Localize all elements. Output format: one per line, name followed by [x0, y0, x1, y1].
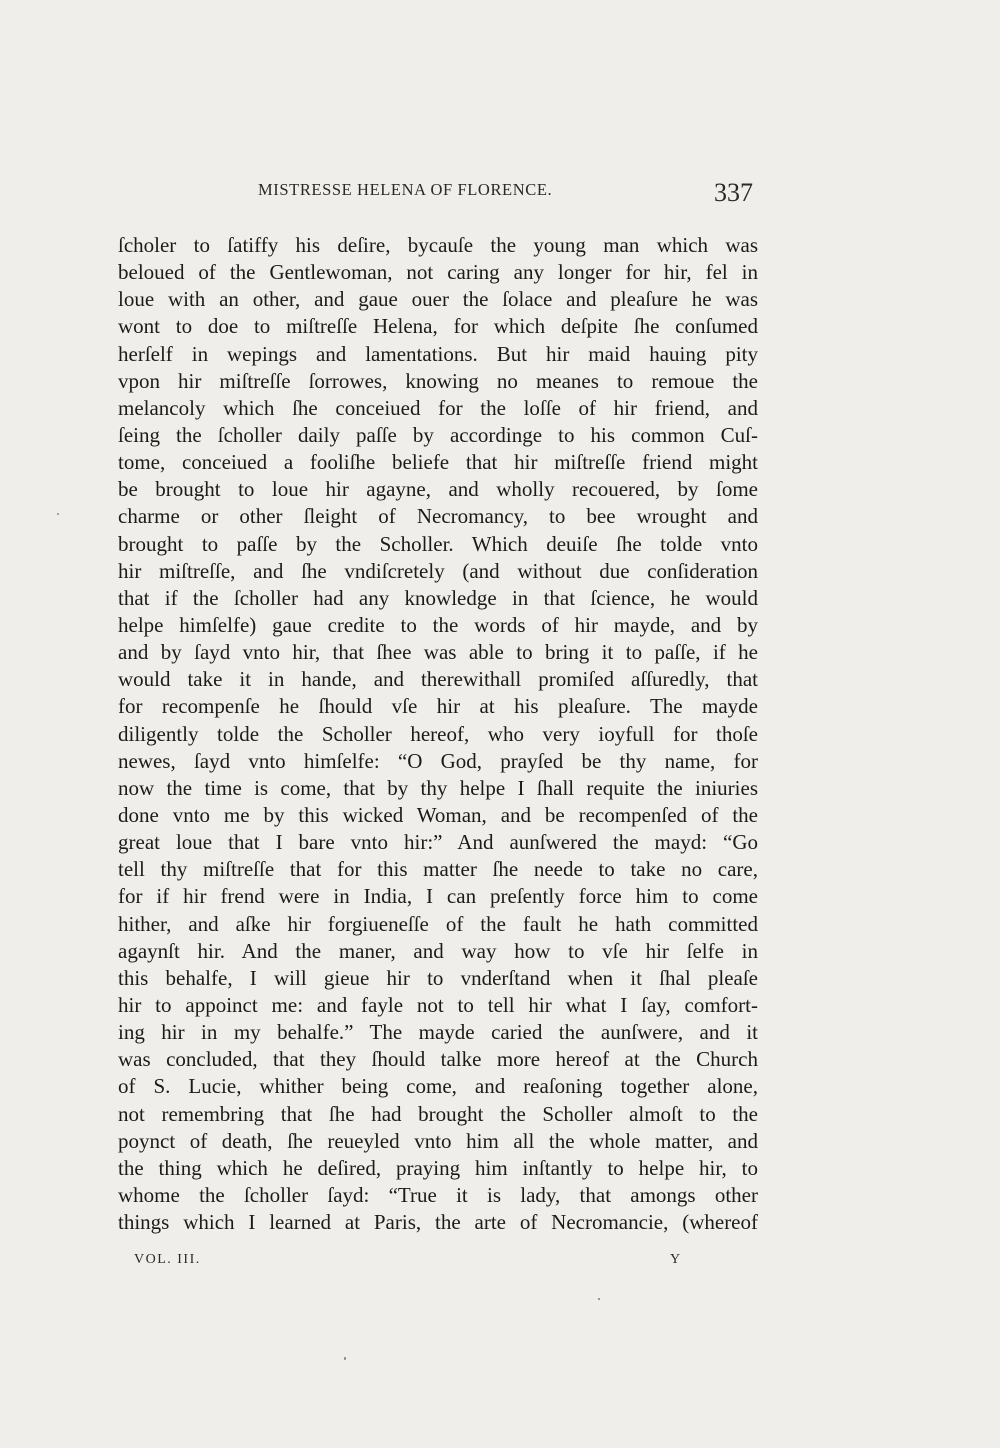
signature-letter: Y — [670, 1252, 681, 1267]
body-text — [118, 232, 758, 1236]
text-line: done vnto me by this wicked Woman, and be recompenſed of the — [118, 802, 758, 827]
text-line: hir to appoinct me: and fayle not to tell hir what I ſay, comfort- — [118, 992, 758, 1017]
text-line: ſeing the ſcholler daily paſſe by accordinge to his common Cuſ- — [118, 422, 758, 447]
text-line: be brought to loue hir agayne, and wholly recouered, by ſome — [118, 477, 758, 502]
text-line: this behalfe, I will gieue hir to vnderſtand when it ſhal pleaſe — [118, 965, 758, 990]
text-line: things which I learned at Paris, the arte of Necromancie, (whereof — [118, 1210, 758, 1235]
text-line: that if the ſcholler had any knowledge in that ſcience, he would — [118, 585, 758, 610]
text-line: great loue that I bare vnto hir:” And aunſwered the mayd: “Go — [118, 830, 758, 855]
text-line: charme or other ſleight of Necromancy, to bee wrought and — [118, 504, 758, 529]
running-head: MISTRESSE HELENA OF FLORENCE. — [258, 180, 553, 199]
text-line: and by ſayd vnto hir, that ſhee was able to bring it to paſſe, if he — [118, 640, 758, 665]
text-line: now the time is come, that by thy helpe I ſhall requite the iniuries — [118, 775, 758, 800]
text-line: would take it in hande, and therewithall promiſed aſſuredly, that — [118, 667, 758, 692]
text-line: poynct of death, ſhe reueyled vnto him all the whole matter, and — [118, 1128, 758, 1153]
text-line: for recompenſe he ſhould vſe hir at his pleaſure. The mayde — [118, 694, 758, 719]
text-line: ing hir in my behalfe.” The mayde caried the aunſwere, and it — [118, 1020, 758, 1045]
text-line: tell thy miſtreſſe that for this matter ſhe neede to take no care, — [118, 857, 758, 882]
text-line: melancoly which ſhe conceiued for the loſſe of hir friend, and — [118, 395, 758, 420]
text-line: brought to paſſe by the Scholler. Which deuiſe ſhe tolde vnto — [118, 531, 758, 556]
text-line: newes, ſayd vnto himſelfe: “O God, prayſed be thy name, for — [118, 748, 758, 773]
text-line: whome the ſcholler ſayd: “True it is lady, that amongs other — [118, 1182, 758, 1207]
text-line: hir miſtreſſe, and ſhe vndiſcretely (and without due conſideration — [118, 558, 758, 583]
text-line: loue with an other, and gaue ouer the ſolace and pleaſure he was — [118, 287, 758, 312]
text-line: was concluded, that they ſhould talke more hereof at the Church — [118, 1047, 758, 1072]
text-line: hither, and aſke hir forgiueneſſe of the fault he hath committed — [118, 911, 758, 936]
page-number: 337 — [714, 178, 753, 207]
text-line: not remembring that ſhe had brought the Scholler almoſt to the — [118, 1101, 758, 1126]
paper-speck — [344, 1357, 346, 1360]
text-line: beloued of the Gentlewoman, not caring any longer for hir, fel in — [118, 260, 758, 285]
paper-speck — [598, 1298, 600, 1300]
signature-mark: VOL. III. — [134, 1252, 201, 1267]
text-line: herſelf in wepings and lamentations. But hir maid hauing pity — [118, 341, 758, 366]
text-line: agaynſt hir. And the maner, and way how to vſe hir ſelfe in — [118, 938, 758, 963]
text-line: diligently tolde the Scholler hereof, who very ioyfull for thoſe — [118, 721, 758, 746]
text-line: vpon hir miſtreſſe ſorrowes, knowing no meanes to remoue the — [118, 368, 758, 393]
text-line: for if hir frend were in India, I can preſently force him to come — [118, 884, 758, 909]
text-line: the thing which he deſired, praying him inſtantly to helpe hir, to — [118, 1155, 758, 1180]
paper-speck — [57, 513, 59, 515]
text-line: of S. Lucie, whither being come, and reaſoning together alone, — [118, 1074, 758, 1099]
text-line: tome, conceiued a fooliſhe beliefe that hir miſtreſſe friend might — [118, 450, 758, 475]
text-line: wont to doe to miſtreſſe Helena, for which deſpite ſhe conſumed — [118, 314, 758, 339]
text-line: ſcholer to ſatiffy his deſire, bycauſe the young man which was — [118, 233, 758, 257]
text-line: helpe himſelfe) gaue credite to the words of hir mayde, and by — [118, 612, 758, 637]
